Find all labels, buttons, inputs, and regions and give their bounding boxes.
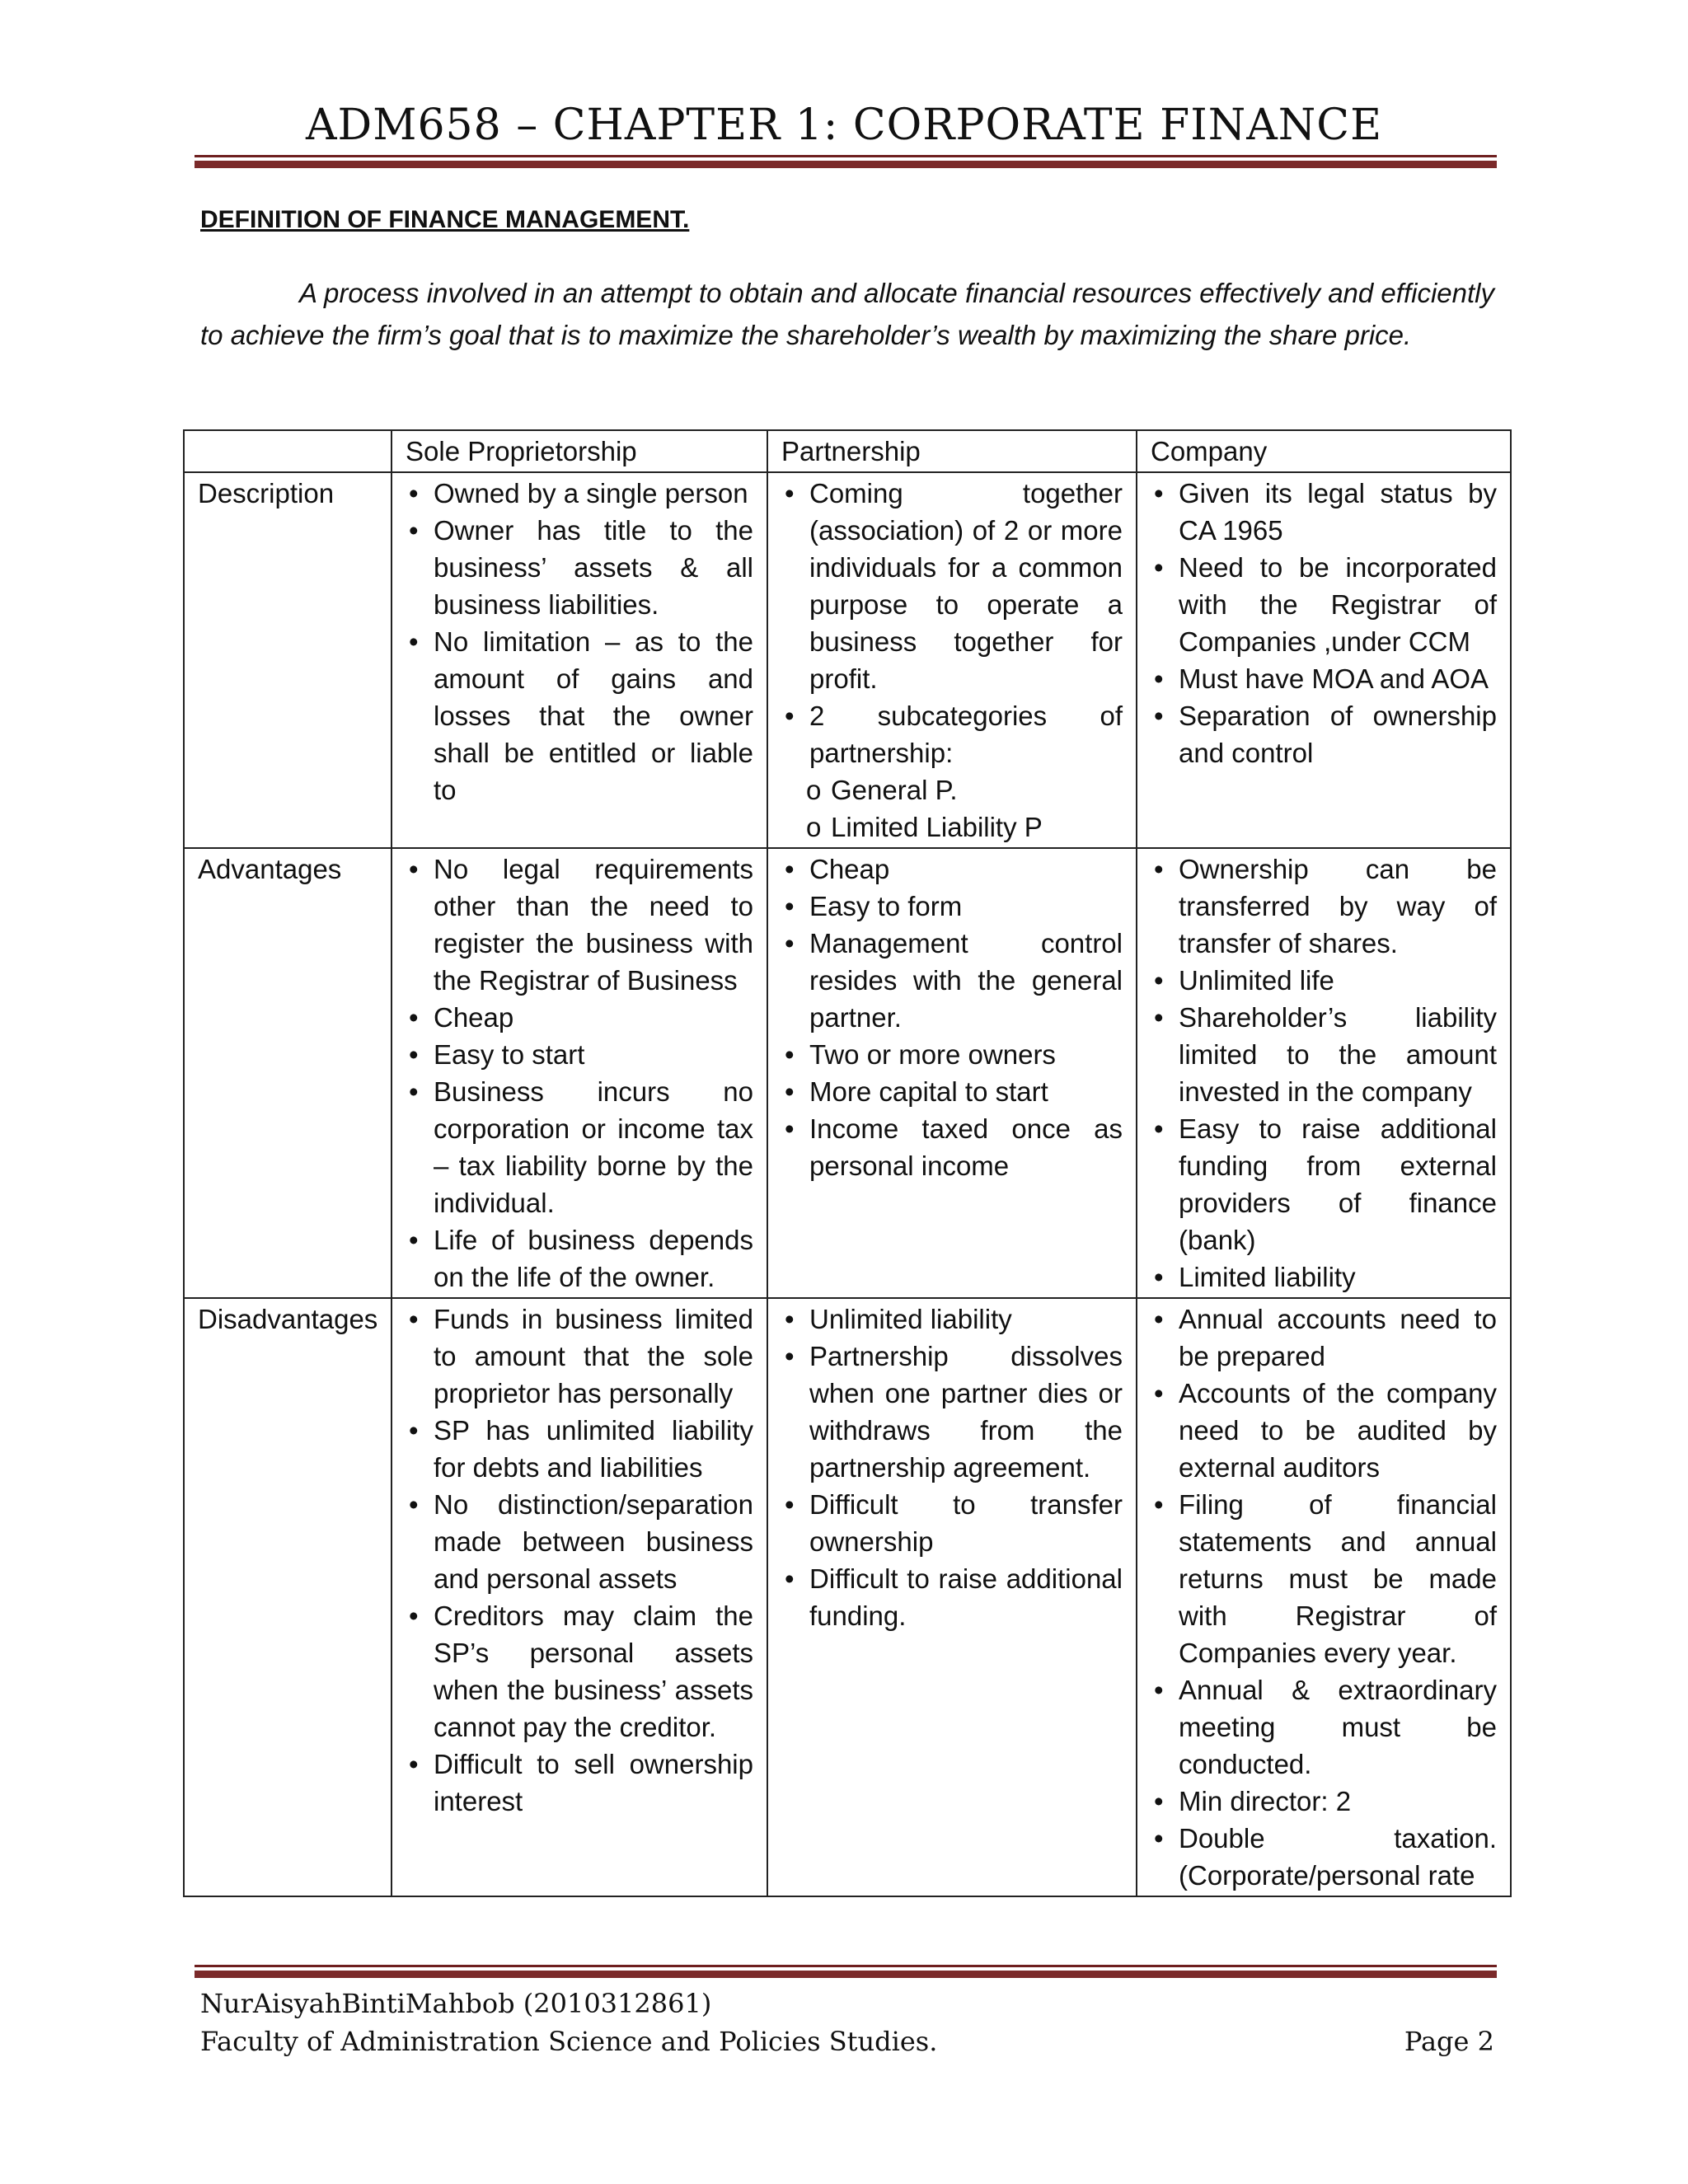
page-number: Page 2 <box>1404 2026 1494 2057</box>
list-item: • Owned by a single person <box>406 475 753 512</box>
list-item: • Unlimited liability <box>781 1301 1123 1338</box>
list-item: • 2 subcategories of partnership: <box>781 697 1123 771</box>
list-item: • Filing of financial statements and annual returns must be made with Registrar of Companies every year. <box>1151 1486 1497 1671</box>
list-item: • Cheap <box>781 851 1123 888</box>
list-item: • Difficult to sell ownership interest <box>406 1746 753 1820</box>
list-item: • Difficult to raise additional funding. <box>781 1560 1123 1634</box>
footer-faculty-line <box>200 2022 1494 2060</box>
table-header-row <box>184 430 1511 472</box>
table-row-description <box>184 472 1511 848</box>
list-item: • Double taxation. (Corporate/personal rate <box>1151 1820 1497 1894</box>
table-header-cell <box>184 430 392 472</box>
list-item: • Given its legal status by CA 1965 <box>1151 475 1497 549</box>
list-item: • Owner has title to the business’ assets & all business liabilities. <box>406 512 753 623</box>
list-item: • Limited liability <box>1151 1258 1497 1296</box>
list-item: • Coming together (association) of 2 or more individuals for a common purpose to operate a business together for profit. <box>781 475 1123 697</box>
list-item: o Limited Liability P <box>806 808 1123 846</box>
list-item: • Business incurs no corporation or income tax – tax liability borne by the individual. <box>406 1073 753 1221</box>
table-cell <box>767 472 1137 848</box>
table-cell <box>392 1298 767 1896</box>
table-cell <box>392 472 767 848</box>
list-item: • Funds in business limited to amount that the sole proprietor has personally <box>406 1301 753 1412</box>
table-header-cell: Partnership <box>767 430 1137 472</box>
table-cell <box>1137 1298 1511 1896</box>
list-item: o General P. <box>806 771 1123 808</box>
list-item: • No legal requirements other than the need to register the business with the Registrar of Business <box>406 851 753 999</box>
bullet-list <box>781 475 1123 771</box>
header-rule <box>195 155 1497 168</box>
section-heading: DEFINITION OF FINANCE MANAGEMENT. <box>200 206 690 233</box>
list-item: • Partnership dissolves when one partner dies or withdraws from the partnership agreement. <box>781 1338 1123 1486</box>
list-item: • Annual & extraordinary meeting must be conducted. <box>1151 1671 1497 1783</box>
footer-author: NurAisyahBintiMahbob (2010312861) <box>200 1988 712 2019</box>
list-item: • Creditors may claim the SP’s personal assets when the business’ assets cannot pay the creditor. <box>406 1597 753 1746</box>
list-item: • Unlimited life <box>1151 962 1497 999</box>
table-header-cell: Company <box>1137 430 1511 472</box>
bullet-list <box>1151 1301 1497 1894</box>
table-cell <box>767 848 1137 1298</box>
table-row-advantages <box>184 848 1511 1298</box>
bullet-list <box>406 851 753 1296</box>
table-header-cell: Sole Proprietorship <box>392 430 767 472</box>
list-item: • Separation of ownership and control <box>1151 697 1497 771</box>
list-item: • Easy to raise additional funding from external providers of finance (bank) <box>1151 1110 1497 1258</box>
footer-rule <box>195 1965 1497 1978</box>
list-item: • Easy to form <box>781 888 1123 925</box>
sub-bullet-list <box>781 771 1123 846</box>
list-item: • SP has unlimited liability for debts and liabilities <box>406 1412 753 1486</box>
business-forms-table <box>183 429 1512 1897</box>
list-item: • No limitation – as to the amount of gains and losses that the owner shall be entitled or liable to <box>406 623 753 808</box>
row-label: Disadvantages <box>184 1298 392 1896</box>
list-item: • Life of business depends on the life of the owner. <box>406 1221 753 1296</box>
list-item: • Min director: 2 <box>1151 1783 1497 1820</box>
table-row-disadvantages <box>184 1298 1511 1896</box>
table-cell <box>767 1298 1137 1896</box>
bullet-list <box>1151 475 1497 771</box>
bullet-list <box>781 1301 1123 1634</box>
list-item: • Must have MOA and AOA <box>1151 660 1497 697</box>
bullet-list <box>406 1301 753 1820</box>
list-item: • Income taxed once as personal income <box>781 1110 1123 1184</box>
list-item: • Annual accounts need to be prepared <box>1151 1301 1497 1375</box>
list-item: • Need to be incorporated with the Registrar of Companies ,under CCM <box>1151 549 1497 660</box>
page-header-title: ADM658 – CHAPTER 1: CORPORATE FINANCE <box>305 101 1383 150</box>
list-item: • Shareholder’s liability limited to the amount invested in the company <box>1151 999 1497 1110</box>
footer-faculty: Faculty of Administration Science and Policies Studies. <box>200 2026 938 2057</box>
list-item: • Easy to start <box>406 1036 753 1073</box>
list-item: • Cheap <box>406 999 753 1036</box>
table-cell <box>392 848 767 1298</box>
list-item: • No distinction/separation made between business and personal assets <box>406 1486 753 1597</box>
definition-paragraph: A process involved in an attempt to obtain and allocate financial resources effectively and efficiently to achieve the firm’s goal that is to maximize the shareholder’s wealth by maximizing the share price. <box>200 278 1494 350</box>
row-label: Description <box>184 472 392 848</box>
table-cell <box>1137 472 1511 848</box>
bullet-list <box>406 475 753 808</box>
list-item: • Management control resides with the general partner. <box>781 925 1123 1036</box>
bullet-list <box>781 851 1123 1184</box>
table-cell <box>1137 848 1511 1298</box>
row-label: Advantages <box>184 848 392 1298</box>
list-item: • Accounts of the company need to be audited by external auditors <box>1151 1375 1497 1486</box>
list-item: • More capital to start <box>781 1073 1123 1110</box>
bullet-list <box>1151 851 1497 1296</box>
list-item: • Ownership can be transferred by way of transfer of shares. <box>1151 851 1497 962</box>
list-item: • Difficult to transfer ownership <box>781 1486 1123 1560</box>
list-item: • Two or more owners <box>781 1036 1123 1073</box>
